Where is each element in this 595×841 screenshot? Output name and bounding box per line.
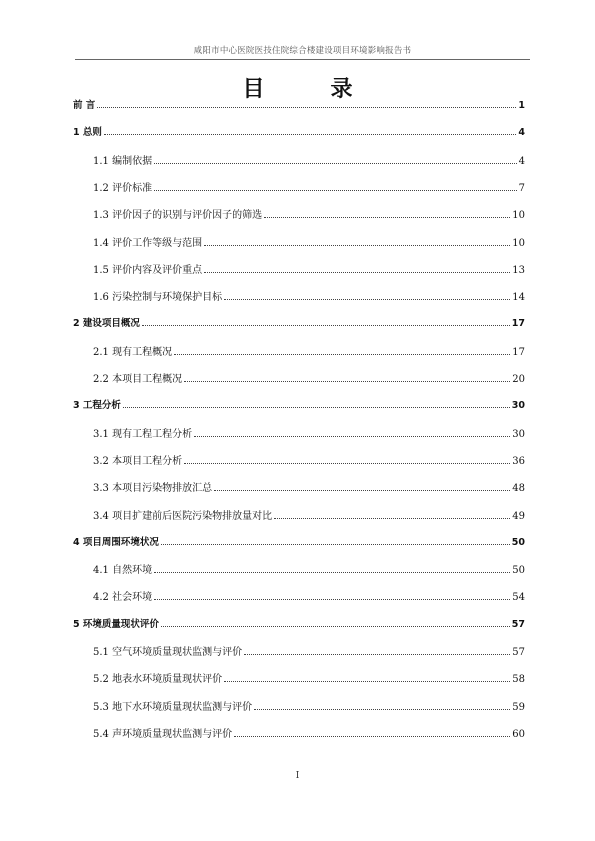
toc-entry-title: 1.2 评价标准 [93,182,153,194]
toc-entry-title: 2.1 现有工程概况 [93,346,173,358]
toc-entry-title: 1.4 评价工作等级与范围 [93,237,203,249]
toc-entry-title: 1 总则 [73,127,102,139]
toc-entry[interactable] [73,616,525,630]
toc-entry[interactable] [93,206,525,221]
toc-entry-page: 30 [512,428,525,440]
toc-entry-title: 1.6 污染控制与环境保护目标 [93,292,223,304]
toc-entry-page: 54 [512,592,525,604]
toc-entry-page: 59 [512,701,525,713]
toc-entry[interactable] [93,507,525,522]
toc-entry-title: 5.1 空气环境质量现状监测与评价 [93,647,243,658]
toc-dot-leader [161,625,510,627]
toc-entry[interactable] [73,534,525,548]
toc-dot-leader [204,271,510,273]
toc-entry-title: 4.2 社会环境 [93,592,153,604]
toc-dot-leader [224,680,510,682]
toc-entry-page: 60 [512,728,525,740]
toc-entry-page: 36 [512,455,525,467]
toc-entry-title: 3.2 本项目工程分析 [93,455,183,467]
toc-entry-page: 10 [512,210,525,222]
toc-entry[interactable] [93,588,525,603]
header-rule [75,59,530,60]
toc-entry-page: 1 [518,100,525,111]
toc-dot-leader [154,598,510,600]
toc-entry[interactable] [73,315,525,329]
toc-dot-leader [154,189,517,191]
toc-entry-title: 4 项目周围环境状况 [73,536,159,548]
toc-entry[interactable] [73,124,525,138]
toc-dot-leader [234,735,510,737]
toc-entry-page: 14 [512,292,525,304]
toc-dot-leader [204,244,510,246]
toc-dot-leader [104,133,516,135]
toc-entry[interactable] [93,643,525,658]
toc-entry[interactable] [93,261,525,276]
toc-entry-page: 4 [518,155,525,167]
toc-entry[interactable] [93,179,525,194]
toc-entry-page: 58 [512,674,525,686]
toc-entry[interactable] [93,288,525,303]
toc-entry-page: 57 [512,647,525,658]
toc-dot-leader [154,162,517,164]
toc-entry-page: 4 [518,127,525,139]
toc-entry-title: 1.3 评价因子的识别与评价因子的筛选 [93,210,263,222]
toc-entry-title: 3 工程分析 [73,400,121,412]
toc-dot-leader [244,653,510,655]
toc-dot-leader [123,406,510,408]
page-number: I [295,771,300,781]
toc-dot-leader [184,462,510,464]
toc-entry[interactable] [93,370,525,385]
toc-entry-title: 1.1 编制依据 [93,155,153,167]
toc-dot-leader [274,517,510,519]
toc-entry-page: 17 [512,346,525,358]
toc-dot-leader [97,106,516,108]
toc-entry-page: 50 [512,565,525,577]
toc-entry[interactable] [73,97,525,111]
toc-dot-leader [254,708,510,710]
toc-entry-page: 48 [512,483,525,495]
toc-entry-page: 13 [512,264,525,276]
toc-entry[interactable] [93,343,525,358]
toc-entry-title: 2 建设项目概况 [73,318,140,330]
toc-entry-title: 2.2 本项目工程概况 [93,374,183,385]
toc-entry-title: 前 言 [73,100,96,111]
toc-entry-title: 4.1 自然环境 [93,565,153,577]
toc-dot-leader [214,489,510,491]
page-title: 目 录 [242,77,375,102]
toc-entry[interactable] [93,670,525,685]
toc-entry-title: 5 环境质量现状评价 [73,618,159,630]
toc-entry-page: 20 [512,374,525,385]
toc-entry-title: 3.4 项目扩建前后医院污染物排放量对比 [93,510,273,522]
toc-entry[interactable] [93,698,525,713]
toc-entry[interactable] [93,561,525,576]
toc-entry-title: 1.5 评价内容及评价重点 [93,264,203,276]
toc-entry-page: 49 [512,510,525,522]
toc-entry-page: 7 [518,182,525,194]
toc-entry-title: 5.3 地下水环境质量现状监测与评价 [93,701,253,713]
toc-dot-leader [194,435,510,437]
toc-entry-title: 3.1 现有工程工程分析 [93,428,193,440]
toc-entry[interactable] [73,397,525,411]
toc-entry-title: 5.2 地表水环境质量现状评价 [93,674,223,686]
toc-dot-leader [161,543,510,545]
toc-entry-title: 5.4 声环境质量现状监测与评价 [93,728,233,740]
toc-entry[interactable] [93,479,525,494]
toc-entry[interactable] [93,725,525,740]
toc-entry-page: 30 [511,400,525,412]
toc-entry-page: 50 [511,536,525,548]
toc-entry-title: 3.3 本项目污染物排放汇总 [93,483,213,495]
toc-dot-leader [224,298,510,300]
toc-dot-leader [174,353,510,355]
toc-dot-leader [142,324,510,326]
toc-dot-leader [184,380,510,382]
toc-dot-leader [154,571,510,573]
toc-entry[interactable] [93,152,525,167]
toc-entry[interactable] [93,425,525,440]
toc-entry-page: 17 [511,318,525,330]
toc-dot-leader [264,216,510,218]
running-header: 咸阳市中心医院医技住院综合楼建设项目环境影响报告书 [193,46,412,56]
toc-entry[interactable] [93,234,525,249]
toc-entry[interactable] [93,452,525,467]
toc-entry-page: 10 [512,237,525,249]
toc-entry-page: 57 [511,618,525,630]
